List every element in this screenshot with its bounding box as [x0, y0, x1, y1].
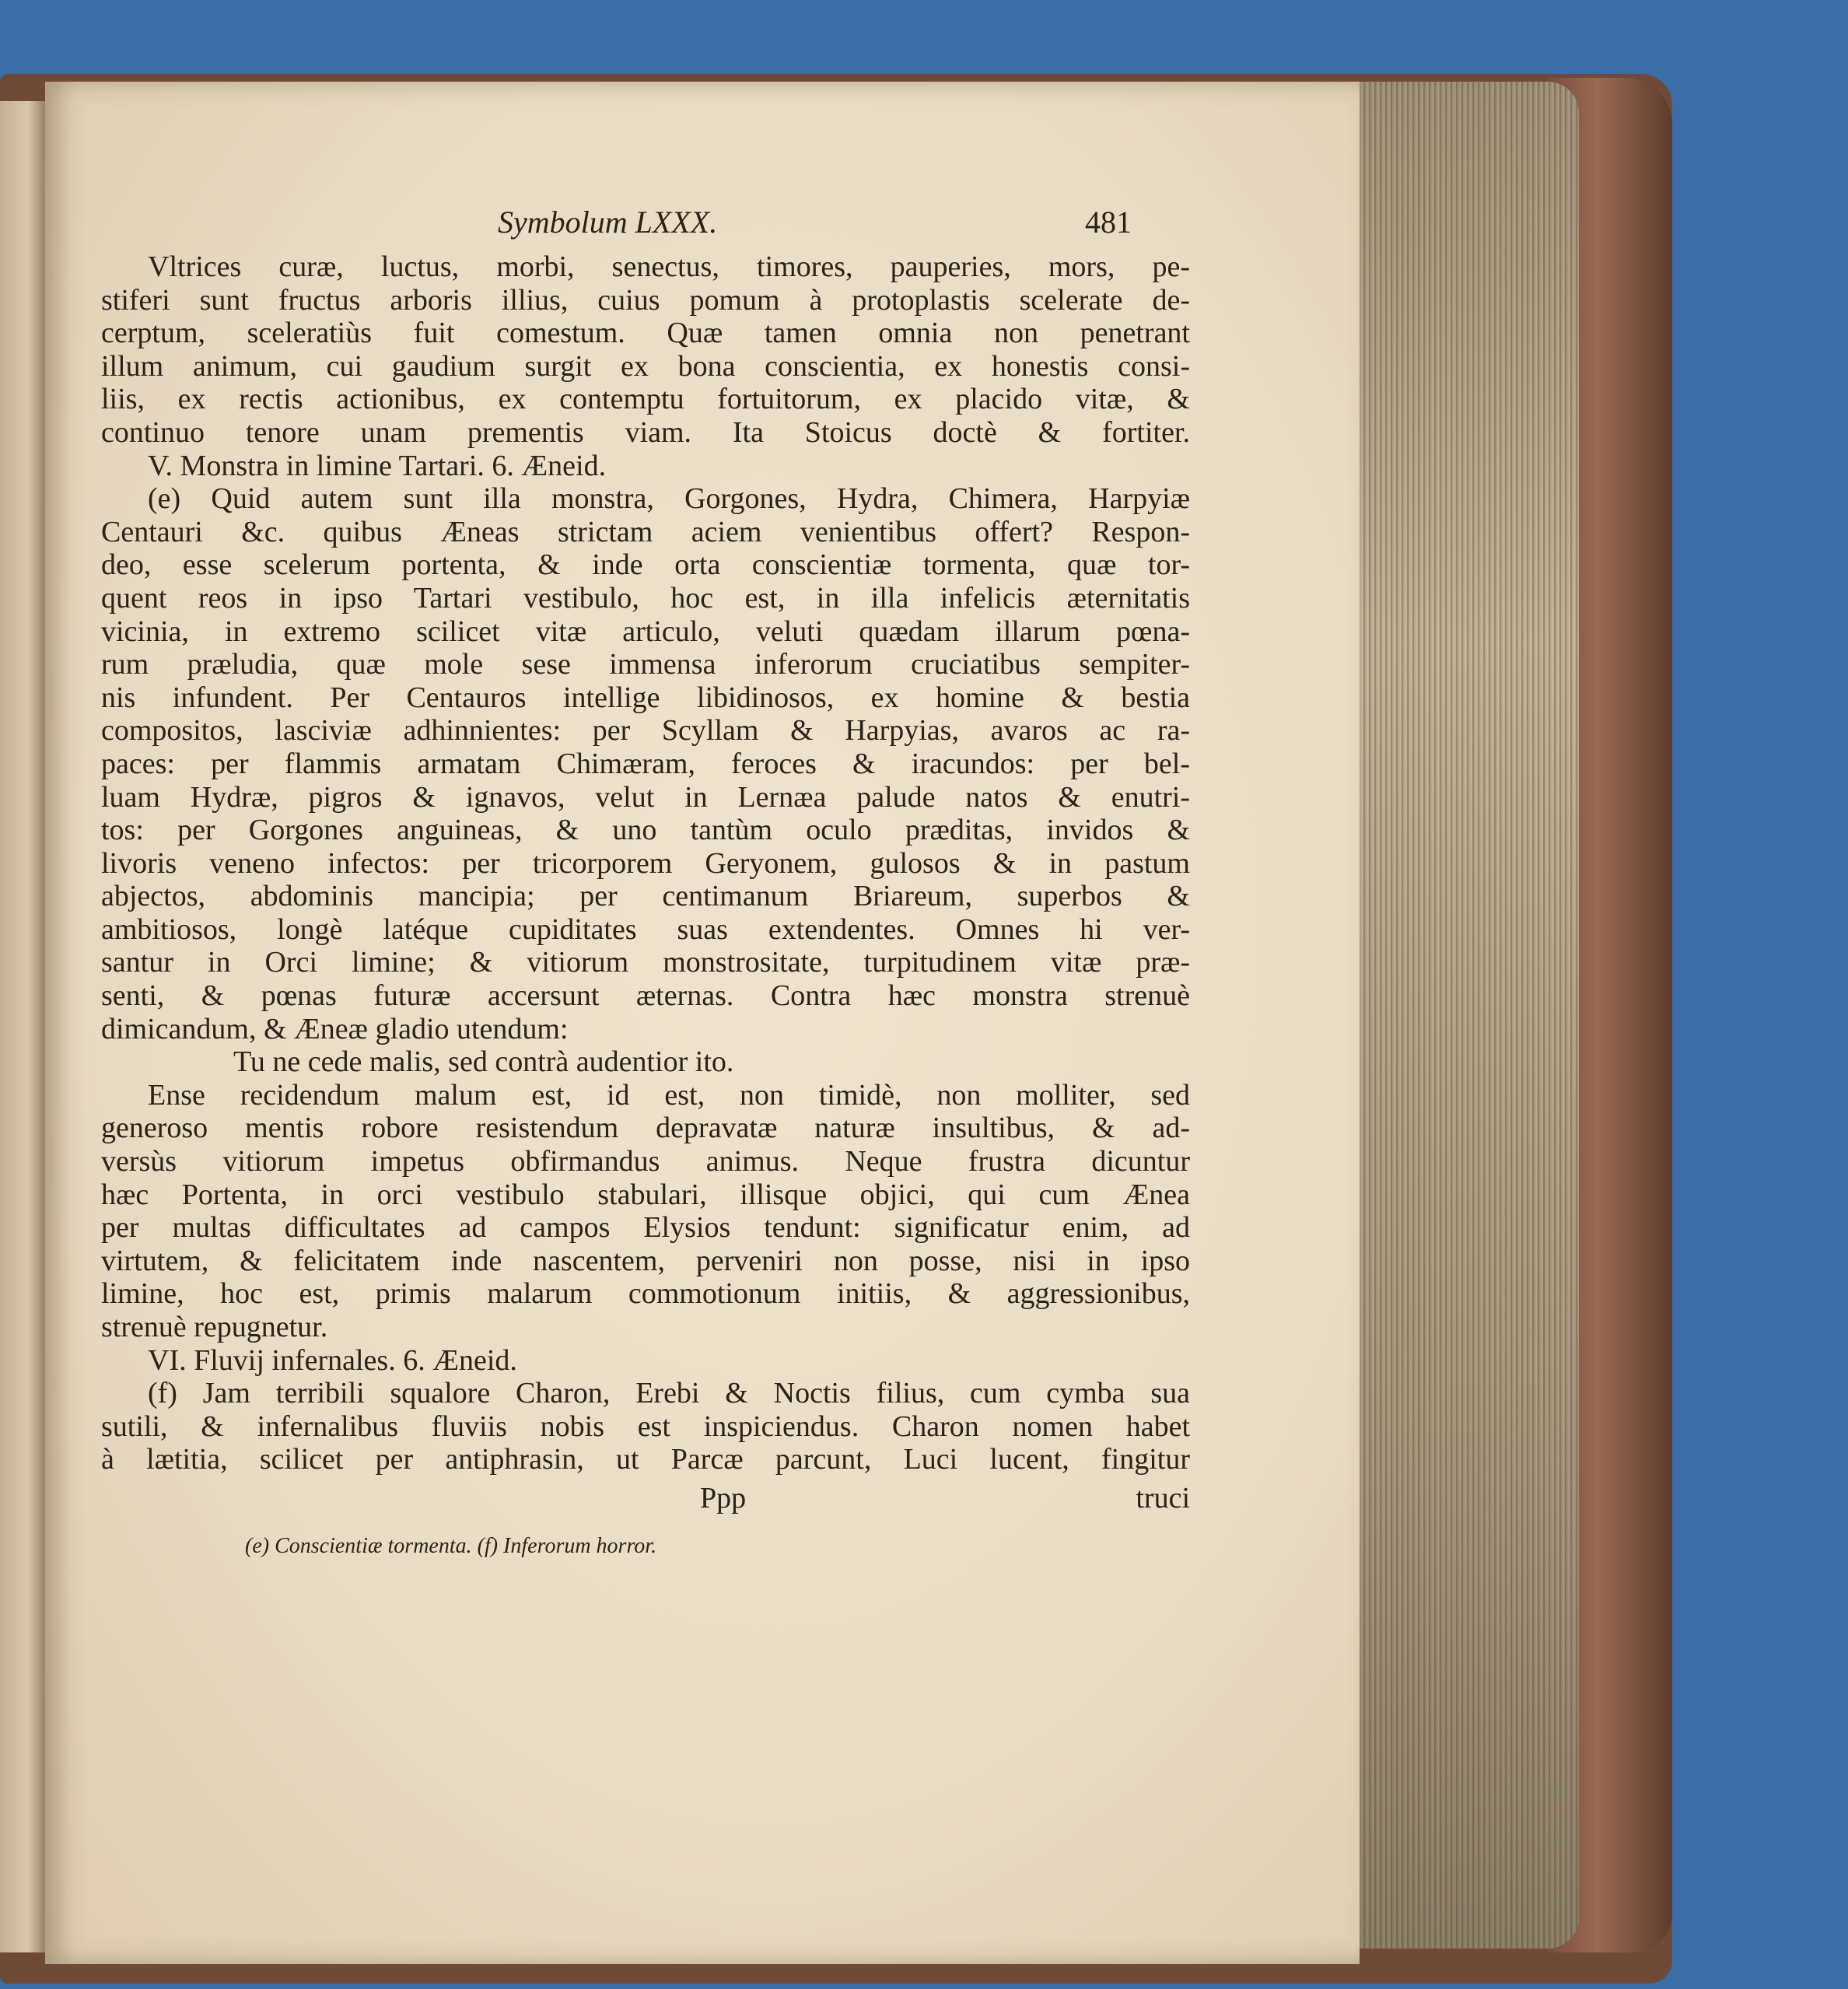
- text-line: dimicandum, & Æneæ gladio utendum:: [101, 1012, 569, 1045]
- running-header: [101, 204, 1190, 250]
- text-line: continuo tenore unam prementis viam. Ita Stoicus doctè & fortiter.: [101, 415, 1190, 449]
- text-line: rum præludia, quæ mole sese immensa inferorum cruciatibus sempiter-: [101, 648, 1190, 681]
- footnote: (e) Conscientiæ tormenta. (f) Inferorum horror.: [245, 1533, 657, 1558]
- text-line: Vltrices curæ, luctus, morbi, senectus, timores, pauperies, mors, pe-: [148, 250, 1190, 283]
- text-line: livoris veneno infectos: per tricorporem Geryonem, gulosos & in pastum: [101, 846, 1190, 880]
- text-line: (e) Quid autem sunt illa monstra, Gorgones, Hydra, Chimera, Harpyiæ: [148, 482, 1190, 516]
- text-line: cerptum, sceleratiùs fuit comestum. Quæ tamen omnia non penetrant: [101, 317, 1190, 350]
- text-line: stiferi sunt fructus arboris illius, cuius pomum à protoplastis scelerate de-: [101, 283, 1190, 317]
- text-line: illum animum, cui gaudium surgit ex bona conscientia, ex honestis consi-: [101, 349, 1190, 383]
- page-text-block: [101, 204, 1190, 1559]
- signature-mark: Ppp: [700, 1481, 747, 1515]
- text-line: nis infundent. Per Centauros intellige libidinosos, ex homine & bestia: [101, 681, 1190, 714]
- text-line: sutili, & infernalibus fluviis nobis est inspiciendus. Charon nomen habet: [101, 1409, 1190, 1443]
- text-line: tos: per Gorgones anguineas, & uno tantùm oculo præditas, invidos &: [101, 814, 1190, 847]
- text-line: per multas difficultates ad campos Elysios tendunt: significatur enim, ad: [101, 1211, 1190, 1245]
- section-heading: V. Monstra in limine Tartari. 6. Æneid.: [148, 449, 607, 482]
- text-line: compositos, lasciviæ adhinnientes: per Scyllam & Harpyias, avaros ac ra-: [101, 714, 1190, 748]
- text-line: Centauri &c. quibus Æneas strictam aciem venientibus offert? Respon-: [101, 515, 1190, 548]
- page-number: 481: [1085, 205, 1132, 240]
- text-line: (f) Jam terribili squalore Charon, Erebi & Noctis filius, cum cymba sua: [148, 1377, 1190, 1410]
- text-line: liis, ex rectis actionibus, ex contemptu fortuitorum, ex placido vitæ, &: [101, 383, 1190, 416]
- text-line: paces: per flammis armatam Chimæram, feroces & iracundos: per bel-: [101, 747, 1190, 780]
- text-line: santur in Orci limine; & vitiorum monstrositate, turpitudinem vitæ præ-: [101, 946, 1190, 979]
- text-line: abjectos, abdominis mancipia; per centimanum Briareum, superbos &: [101, 880, 1190, 913]
- text-line: strenuè repugnetur.: [101, 1311, 328, 1343]
- text-line: quent reos in ipso Tartari vestibulo, hoc est, in illa infelicis æternitatis: [101, 581, 1190, 615]
- text-line: vicinia, in extremo scilicet vitæ articulo, veluti quædam illarum pœna-: [101, 615, 1190, 648]
- text-line: Ense recidendum malum est, id est, non timidè, non molliter, sed: [148, 1078, 1190, 1112]
- text-line: generoso mentis robore resistendum depravatæ naturæ insultibus, & ad-: [101, 1112, 1190, 1145]
- text-line: senti, & pœnas futuræ accersunt æternas. Contra hæc monstra strenuè: [101, 979, 1190, 1013]
- text-line: deo, esse scelerum portenta, & inde orta conscientiæ tormenta, quæ tor-: [101, 548, 1190, 582]
- text-line: hæc Portenta, in orci vestibulo stabulari, illisque objici, qui cum Ænea: [101, 1178, 1190, 1211]
- text-line: virtutem, & felicitatem inde nascentem, perveniri non posse, nisi in ipso: [101, 1244, 1190, 1277]
- text-line: limine, hoc est, primis malarum commotionum initiis, & aggressionibus,: [101, 1277, 1190, 1311]
- text-line: ambitiosos, longè latéque cupiditates suas extendentes. Omnes hi ver-: [101, 912, 1190, 946]
- catchword: truci: [1136, 1481, 1190, 1515]
- header-title: Symbolum LXXX.: [498, 205, 718, 240]
- text-line: à lætitia, scilicet per antiphrasin, ut Parcæ parcunt, Luci lucent, fingitur: [101, 1443, 1190, 1476]
- section-heading: VI. Fluvij infernales. 6. Æneid.: [148, 1343, 517, 1377]
- text-line: luam Hydræ, pigros & ignavos, velut in Lernæa palude natos & enutri-: [101, 780, 1190, 814]
- text-line: versùs vitiorum impetus obfirmandus animus. Neque frustra dicuntur: [101, 1145, 1190, 1178]
- page-fore-edge: [1322, 82, 1579, 1949]
- signature-line: [101, 1481, 1190, 1528]
- left-page-edge: [0, 101, 47, 1952]
- verse-quote: Tu ne cede malis, sed contrà audentior ito.: [233, 1045, 734, 1079]
